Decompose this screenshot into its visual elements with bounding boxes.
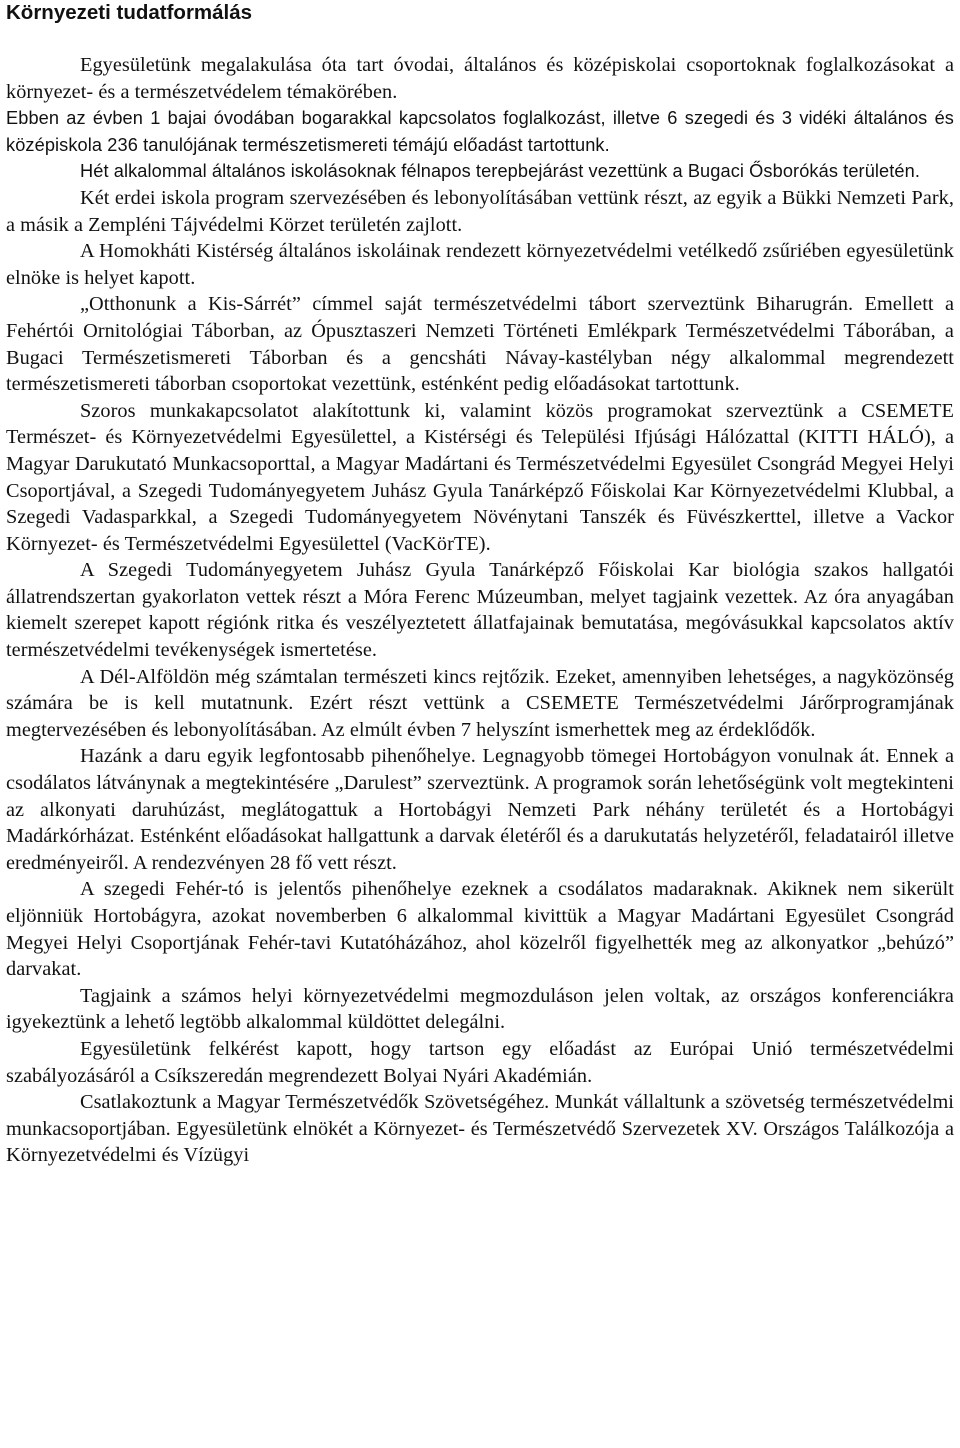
document-page	[6, 0, 954, 1169]
paragraph-conferences: Tagjaink a számos helyi környezetvédelmi megmozduláson jelen voltak, az országos konferenciákra igyekeztünk a lehető legtöbb alkalommal küldöttet delegálni.	[6, 984, 954, 1034]
paragraph-feher-to: A szegedi Fehér-tó is jelentős pihenőhelye ezeknek a csodálatos madaraknak. Akiknek nem sikerült eljönniük Hortobágyra, azokat novemberben 6 alkalommal kivittük a Magyar Madártani Egyesület Csongrád Megyei Helyi Csoportjának Fehér-tavi Kutatóházához, ahol közelről figyelhették meg az alkonyatkor „behúzó” darvakat.	[6, 878, 954, 981]
paragraph-camps: „Otthonunk a Kis-Sárrét” címmel saját természetvédelmi tábort szerveztünk Biharugrán. Emellett a Fehértói Ornitológiai Táborban, az Ópusztaszeri Nemzeti Történeti Emlékpark Természetvédelmi Táborában, a Bugaci Természetismereti Táborban és a gencsháti Návay-kastélyban négy alkalommal megrendezett természetismereti táborban csoportokat vezettünk, esténként pedig előadásokat tartottunk.	[6, 293, 954, 396]
document-body	[6, 52, 954, 1169]
paragraph-ranger-program: A Dél-Alföldön még számtalan természeti kincs rejtőzik. Ezeket, amennyiben lehetséges, a nagyközönség számára be is kell mutatnunk. Ezért részt vettünk a CSEMETE Természetvédelmi Járőrprogramjának megtervezésében és lebonyolításában. Az elmúlt évben 7 helyszínt ismerhettek meg az érdeklődők.	[6, 665, 954, 741]
section-heading: Környezeti tudatformálás	[6, 1, 253, 24]
paragraph-crane-watching: Hazánk a daru egyik legfontosabb pihenőhelye. Legnagyobb tömegei Hortobágyon vonulnak át. Ennek a csodálatos látványnak a megtekintésére „Darulest” szerveztünk. A programok során lehetőségünk volt megtekinteni az alkonyati daruhúzást, meglátogattuk a Hortobágyi Nemzeti Park néhány területét és a Hortobágyi Madárkórházat. Esténként előadásokat hallgattunk a darvak életéről és a darukutatás helyzetéről, feladatairól illetve eredményeiről. A rendezvényen 28 fő vett részt.	[6, 745, 954, 874]
paragraph-university: A Szegedi Tudományegyetem Juhász Gyula Tanárképző Főiskolai Kar biológia szakos hallgatói állatrendszertan gyakorlaton vettek részt a Móra Ferenc Múzeumban, melyet tagjaink vezettek. Az óra anyagában kiemelt szerepet kapott régiónk ritka és veszélyeztetett állatfajainak bemutatása, megóvásukkal kapcsolatos aktív természetvédelmi tevékenységek ismertetése.	[6, 559, 954, 662]
paragraph-summer-academy: Egyesületünk felkérést kapott, hogy tartson egy előadást az Európai Unió természetvédelmi szabályozásáról a Csíkszeredán megrendezett Bolyai Nyári Akadémián.	[6, 1037, 954, 1087]
paragraph-partnerships: Szoros munkakapcsolatot alakítottunk ki, valamint közös programokat szerveztünk a CSEMETE Természet- és Környezetvédelmi Egyesülettel, a Kistérségi és Települési Ifjúsági Hálózattal (KITTI HÁLÓ), a Magyar Darukutató Munkacsoporttal, a Magyar Madártani és Természetvédelmi Egyesület Csongrád Megyei Helyi Csoportjával, a Szegedi Tudományegyetem Juhász Gyula Tanárképző Főiskolai Kar Környezetvédelmi Klubbal, a Szegedi Vadasparkkal, a Szegedi Tudományegyetem Növénytani Tanszék és Füvészkerttel, illetve a Vackor Környezet- és Természetvédelmi Egyesülettel (VacKörTE).	[6, 399, 954, 555]
paragraph-field-trips: Hét alkalommal általános iskolásoknak félnapos terepbejárást vezettünk a Bugaci Ősborókás területén.	[80, 161, 921, 182]
paragraph-intro: Egyesületünk megalakulása óta tart óvodai, általános és középiskolai csoportoknak foglalkozásokat a környezet- és a természetvédelem témakörében.	[6, 54, 954, 103]
paragraph-competition: A Homokháti Kistérség általános iskoláinak rendezett környezetvédelmi vetélkedő zsűriében egyesületünk elnöke is helyet kapott.	[6, 240, 954, 289]
paragraph-lectures: Ebben az évben 1 bajai óvodában bogarakkal kapcsolatos foglalkozást, illetve 6 szegedi és 3 vidéki általános és középiskola 236 tanulójának természetismereti témájú előadást tartottunk.	[6, 108, 954, 155]
paragraph-federation: Csatlakoztunk a Magyar Természetvédők Szövetségéhez. Munkát vállaltunk a szövetség természetvédelmi munkacsoportjában. Egyesületünk elnökét a Környezet- és Természetvédő Szervezetek XV. Országos Találkozója a Környezetvédelmi és Vízügyi	[6, 1091, 954, 1167]
paragraph-forest-school: Két erdei iskola program szervezésében és lebonyolításában vettünk részt, az egyik a Bükki Nemzeti Park, a másik a Zempléni Tájvédelmi Körzet területén zajlott.	[6, 186, 954, 236]
